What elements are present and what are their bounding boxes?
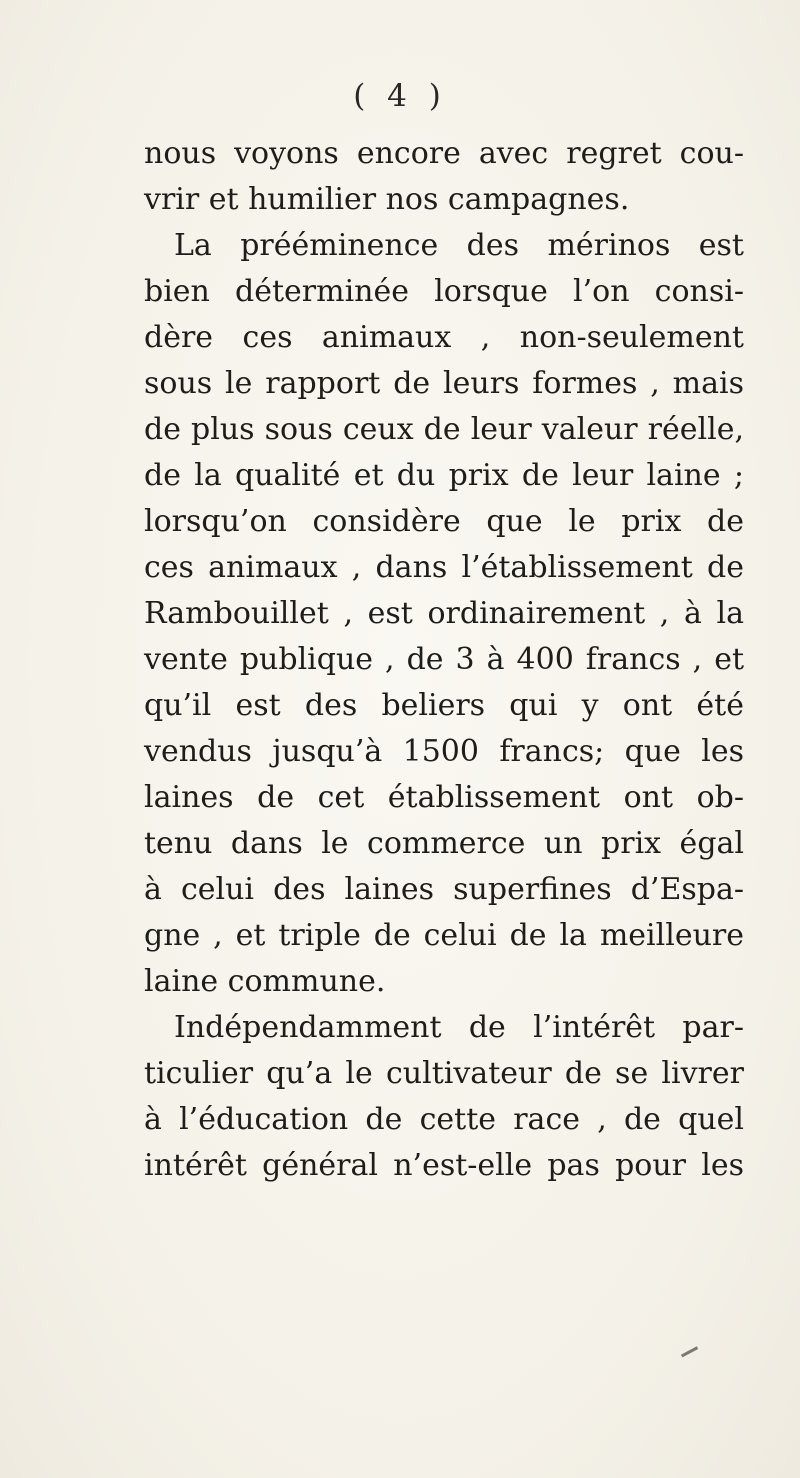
text-line: de plus sous ceux de leur valeur réelle, xyxy=(144,412,744,447)
ink-mark xyxy=(681,1346,701,1362)
text-line: intérêt général n’est-elle pas pour les xyxy=(144,1148,744,1183)
text-line: qu’il est des beliers qui y ont été xyxy=(144,688,744,723)
text-line: de la qualité et du prix de leur laine ; xyxy=(144,458,744,493)
text-line: La prééminence des mérinos est xyxy=(174,228,744,263)
text-line: dère ces animaux , non-seulement xyxy=(144,320,744,355)
text-line: vendus jusqu’à 1500 francs; que les xyxy=(144,734,744,769)
text-line: ticulier qu’a le cultivateur de se livrer xyxy=(144,1056,744,1091)
text-line: ces animaux , dans l’établissement de xyxy=(144,550,744,585)
text-line: vente publique , de 3 à 400 francs , et xyxy=(144,642,744,677)
text-line: bien déterminée lorsque l’on consi- xyxy=(144,274,744,309)
text-line: laines de cet établissement ont ob- xyxy=(144,780,744,815)
text-line: vrir et humilier nos campagnes. xyxy=(144,182,630,217)
text-line: gne , et triple de celui de la meilleure xyxy=(144,918,744,953)
text-line: tenu dans le commerce un prix égal xyxy=(144,826,744,861)
text-line: laine commune. xyxy=(144,964,386,999)
text-line: lorsqu’on considère que le prix de xyxy=(144,504,744,539)
text-line: nous voyons encore avec regret cou- xyxy=(144,136,744,171)
text-line: à l’éducation de cette race , de quel xyxy=(144,1102,744,1137)
text-line: Indépendamment de l’intérêt par- xyxy=(174,1010,744,1045)
page-number: ( 4 ) xyxy=(353,78,447,114)
body-text xyxy=(144,131,744,1189)
text-line: Rambouillet , est ordinairement , à la xyxy=(144,596,744,631)
text-line: sous le rapport de leurs formes , mais xyxy=(144,366,744,401)
text-line: à celui des laines superfines d’Espa- xyxy=(144,872,744,907)
